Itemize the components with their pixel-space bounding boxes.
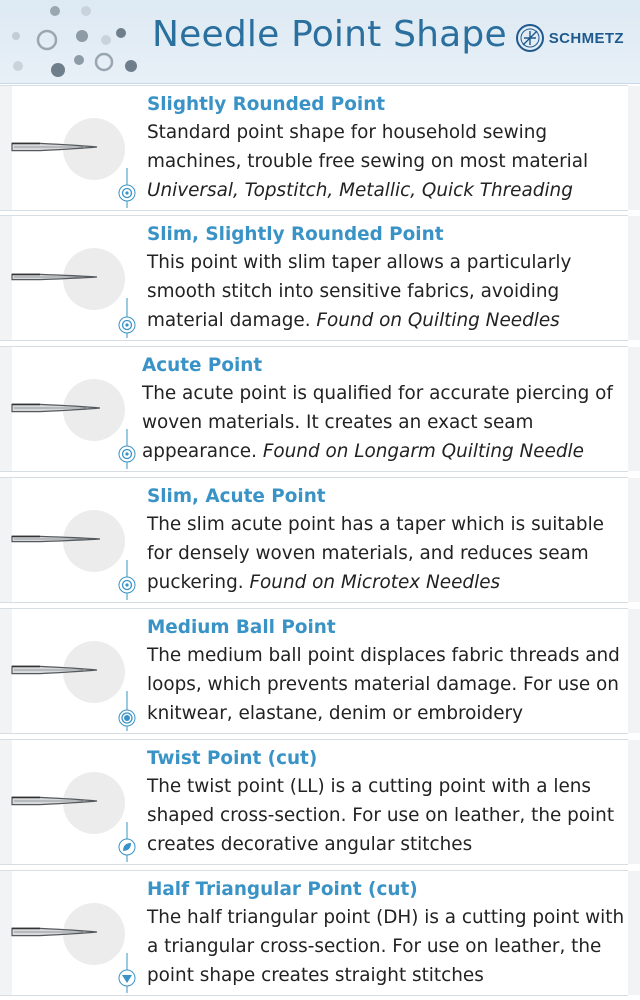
item-name: Slim, Acute Point <box>147 486 326 507</box>
card-side <box>628 86 640 210</box>
item-text <box>147 746 625 859</box>
page-title: Needle Point Shape <box>152 14 507 55</box>
item-text <box>147 615 625 728</box>
item-text <box>147 877 625 990</box>
list-item <box>0 215 628 341</box>
list-item <box>0 608 628 734</box>
item-text <box>142 353 626 466</box>
ball-section-icon <box>119 710 135 726</box>
item-name: Slim, Slightly Rounded Point <box>147 224 444 245</box>
item-name: Twist Point (cut) <box>147 748 318 769</box>
needle-illustration <box>0 347 140 473</box>
needle-illustration <box>0 478 140 604</box>
item-usage: Found on Longarm Quilting Needle <box>262 441 584 462</box>
lens-section-icon <box>119 839 135 855</box>
item-description: The acute point is qualified for accurate piercing of woven materials. It creates an exact seam appearance. <box>142 383 613 462</box>
needle-illustration <box>0 216 140 342</box>
triangle-section-icon <box>119 970 135 986</box>
round-section-icon <box>119 446 135 462</box>
list-item <box>0 870 628 996</box>
list-item <box>0 85 628 211</box>
needle-illustration <box>0 609 140 735</box>
item-name: Acute Point <box>142 355 263 376</box>
schmetz-logo-icon <box>515 23 545 53</box>
card-side <box>628 871 640 995</box>
round-section-icon <box>119 185 135 201</box>
brand-name: SCHMETZ <box>548 29 624 47</box>
item-name: Medium Ball Point <box>147 617 336 638</box>
list-item <box>0 739 628 865</box>
needle-illustration <box>0 871 140 997</box>
item-text <box>147 222 625 335</box>
item-description: The twist point (LL) is a cutting point with a lens shaped cross-section. For use on leather, the point creates decorative angular stitches <box>147 776 615 855</box>
item-name: Slightly Rounded Point <box>147 94 386 115</box>
header <box>0 0 640 84</box>
item-name: Half Triangular Point (cut) <box>147 879 418 900</box>
item-usage: Found on Microtex Needles <box>249 572 501 593</box>
card-side <box>628 478 640 602</box>
card-side <box>628 216 640 340</box>
list-item <box>0 346 628 472</box>
item-text <box>147 92 625 205</box>
decorative-dots <box>0 0 150 84</box>
card-side <box>628 347 640 471</box>
needle-illustration <box>0 86 140 212</box>
round-section-icon <box>119 317 135 333</box>
item-text <box>147 484 625 597</box>
item-usage: Universal, Topstitch, Metallic, Quick Threading <box>147 180 573 201</box>
item-description: The medium ball point displaces fabric threads and loops, which prevents material damage. For use on knitwear, elastane, denim or embroidery <box>147 645 620 724</box>
item-description: Standard point shape for household sewing machines, trouble free sewing on most material <box>147 122 589 172</box>
round-section-icon <box>119 577 135 593</box>
item-description: The half triangular point (DH) is a cutting point with a triangular cross-section. For use on leather, the point shape creates straight stitches <box>147 907 625 986</box>
item-usage: Found on Quilting Needles <box>316 310 560 331</box>
card-side <box>628 740 640 864</box>
item-description: The slim acute point has a taper which is suitable for densely woven materials, and reduces seam puckering. <box>147 514 604 593</box>
brand-logo <box>515 22 624 54</box>
item-description: This point with slim taper allows a particularly smooth stitch into sensitive fabrics, avoiding material damage. <box>147 252 572 331</box>
list-item <box>0 477 628 603</box>
needle-illustration <box>0 740 140 866</box>
card-side <box>628 609 640 733</box>
